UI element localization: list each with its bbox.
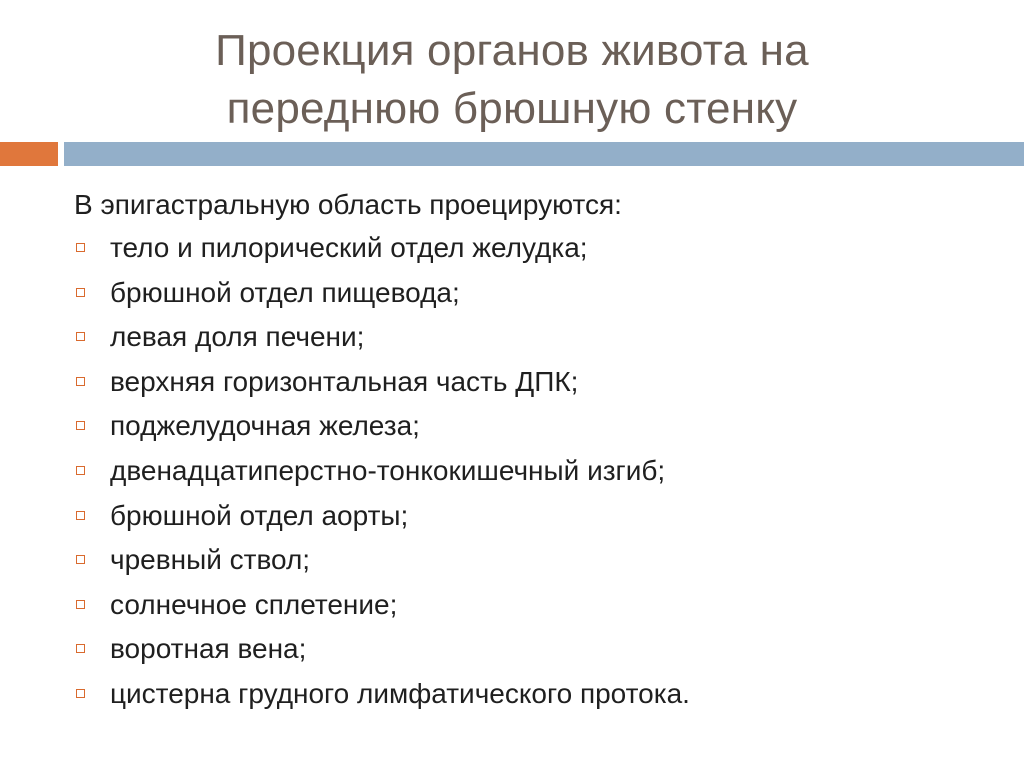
list-item-text: левая доля печени; <box>110 321 365 353</box>
list-item <box>74 583 1004 628</box>
slide-title-line-2: переднюю брюшную стенку <box>226 84 798 133</box>
list-item <box>74 360 1004 405</box>
list-item <box>74 315 1004 360</box>
list-item-text: брюшной отдел пищевода; <box>110 276 460 308</box>
hollow-square-bullet-icon <box>76 511 85 520</box>
hollow-square-bullet-icon <box>76 555 85 564</box>
hollow-square-bullet-icon <box>76 288 85 297</box>
list-item-text: чревный ствол; <box>110 544 311 576</box>
slide-content <box>74 183 1004 717</box>
accent-bar-orange <box>0 142 58 166</box>
list-item-text: цистерна грудного лимфатического протока. <box>110 677 690 709</box>
list-item-text: тело и пилорический отдел желудка; <box>110 232 588 263</box>
hollow-square-bullet-icon <box>76 644 85 653</box>
bullet-list <box>74 226 1004 717</box>
list-item-text: верхняя горизонтальная часть ДПК; <box>110 365 579 397</box>
hollow-square-bullet-icon <box>76 689 85 698</box>
list-item-text: двенадцатиперстно-тонкокишечный изгиб; <box>110 454 666 486</box>
hollow-square-bullet-icon <box>76 466 85 475</box>
list-item-text: солнечное сплетение; <box>110 588 398 620</box>
slide-title-line-1: Проекция органов живота на <box>215 26 809 75</box>
list-item <box>74 449 1004 494</box>
list-item <box>74 672 1004 717</box>
hollow-square-bullet-icon <box>76 421 85 430</box>
slide-title <box>0 22 1024 138</box>
accent-bar-blue <box>64 142 1024 166</box>
hollow-square-bullet-icon <box>76 600 85 609</box>
list-item-text: поджелудочная железа; <box>110 410 420 442</box>
intro-text: В эпигастральную область проецируются: <box>74 189 622 220</box>
list-item <box>74 538 1004 583</box>
list-item-text: воротная вена; <box>110 633 307 665</box>
hollow-square-bullet-icon <box>76 332 85 341</box>
hollow-square-bullet-icon <box>76 243 85 252</box>
list-item <box>74 271 1004 316</box>
list-item <box>74 226 1004 271</box>
list-item <box>74 404 1004 449</box>
list-item <box>74 494 1004 539</box>
list-item-text: брюшной отдел аорты; <box>110 499 409 531</box>
hollow-square-bullet-icon <box>76 377 85 386</box>
list-item <box>74 627 1004 672</box>
